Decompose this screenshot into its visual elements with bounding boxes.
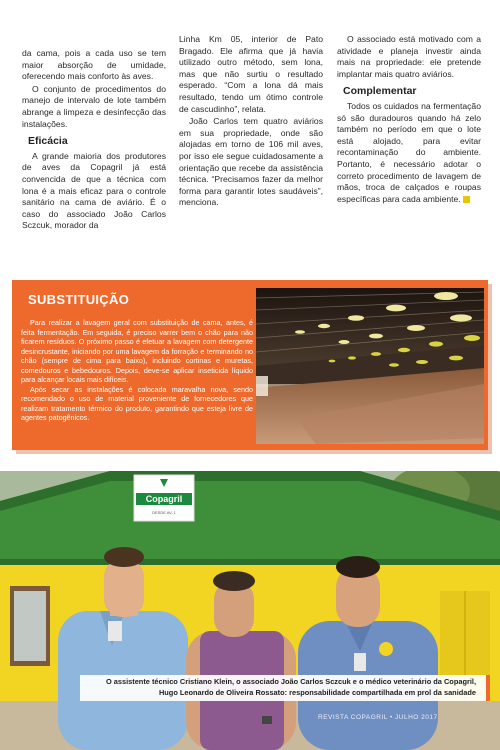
paragraph [337, 101, 481, 205]
subheading-eficacia: Eficácia [28, 135, 68, 148]
box-text [21, 318, 253, 423]
article-column-2 [179, 34, 323, 210]
sign-copagril-text: Copagril [145, 494, 183, 504]
caption-accent-bar [486, 675, 490, 701]
article-column-3 [337, 34, 481, 206]
end-mark-icon [463, 196, 470, 203]
paragraph: Linha Km 05, interior de Pato Bragado. Ele afirma que já havia utilizado outro método, sem lona, mas que não surtiu o resultado esperado. “Com a lona dá mais resultado, tendo um ótimo controle de cascudinho”, relata. [179, 34, 323, 114]
paragraph: João Carlos tem quatro aviários em sua propriedade, onde são alojadas em torno de 106 mil aves, por isso ele segue cuidadosamente a orientação que recebe da assistência técnica. “Precisamos fazer da melhor forma para garantir lotes saudáveis”, menciona. [179, 116, 323, 208]
paragraph: Após secar as instalações é colocada maravalha nova, sendo recomendado o uso de material proveniente de fornecedores que realizam tratamento térmico do produto, garantindo que esteja livre de agentes patogênicos. [21, 384, 253, 422]
article-body [22, 34, 482, 273]
article-column-1 [22, 48, 166, 233]
paragraph: Para realizar a lavagem geral com substituição de cama, antes, é feita fermentação. Em seguida, é preciso varrer bem o chão para não ficarem resíduos. O próximo passo é efetuar a lavagem com detergente desincrustante, iniciando por uma lavagem da forração e terminando no chão (sempre de cima para baixo), incluindo cortinas e muretas, comedouros e bebedouros. Depois, deve-se aplicar inseticida líquido para alcançar locais mais difíceis. [21, 318, 253, 384]
page-folio: REVISTA COPAGRIL • JULHO 2017 [318, 714, 438, 721]
box-title: SUBSTITUIÇÃO [28, 292, 130, 307]
subheading-complementar: Complementar [343, 85, 417, 98]
substituicao-box [12, 280, 488, 450]
paragraph: A grande maioria dos produtores de aves da Copagril já está convencida de que a técnica com lona é a mais eficaz para o controle sanitário na cama de aviário. É o caso do associado João Carlos Sczcuk, morador da [22, 150, 166, 231]
photo-caption [80, 675, 486, 701]
paragraph: da cama, pois a cada uso se tem maior absorção de umidade, oferecendo mais conforto às aves. [22, 48, 166, 82]
paragraph-text: Todos os cuidados na fermentação só são duradouros quando há zelo também no período em que o lote está alojado, para evitar recontaminação do ambiente. Portanto, é necessário adotar o correto procedimento de lavagem de mãos, troca de calçados e roupas específicas para cada ambiente. [337, 100, 481, 204]
paragraph: O associado está motivado com a atividade e planeja investir ainda mais na propriedade: ele pretende implantar mais quatro aviários. [337, 34, 481, 79]
caption-line-2: Hugo Leonardo de Oliveira Rossato: responsabilidade compartilhada em prol da sanidade [158, 687, 476, 697]
caption-line-1: O assistente técnico Cristiano Klein, o associado João Carlos Sczcuk e o médico veterinário da Copagril, [105, 677, 476, 686]
aviary-interior-image [256, 288, 484, 444]
paragraph: O conjunto de procedimentos do manejo de intervalo de lote também abrange a limpeza e desinfecção das instalações. [22, 83, 166, 129]
group-photo-image [0, 471, 500, 750]
sign-subtext: DESDE AV. 1 [152, 510, 176, 515]
group-photo [0, 471, 500, 750]
aviary-interior-photo [256, 288, 484, 444]
